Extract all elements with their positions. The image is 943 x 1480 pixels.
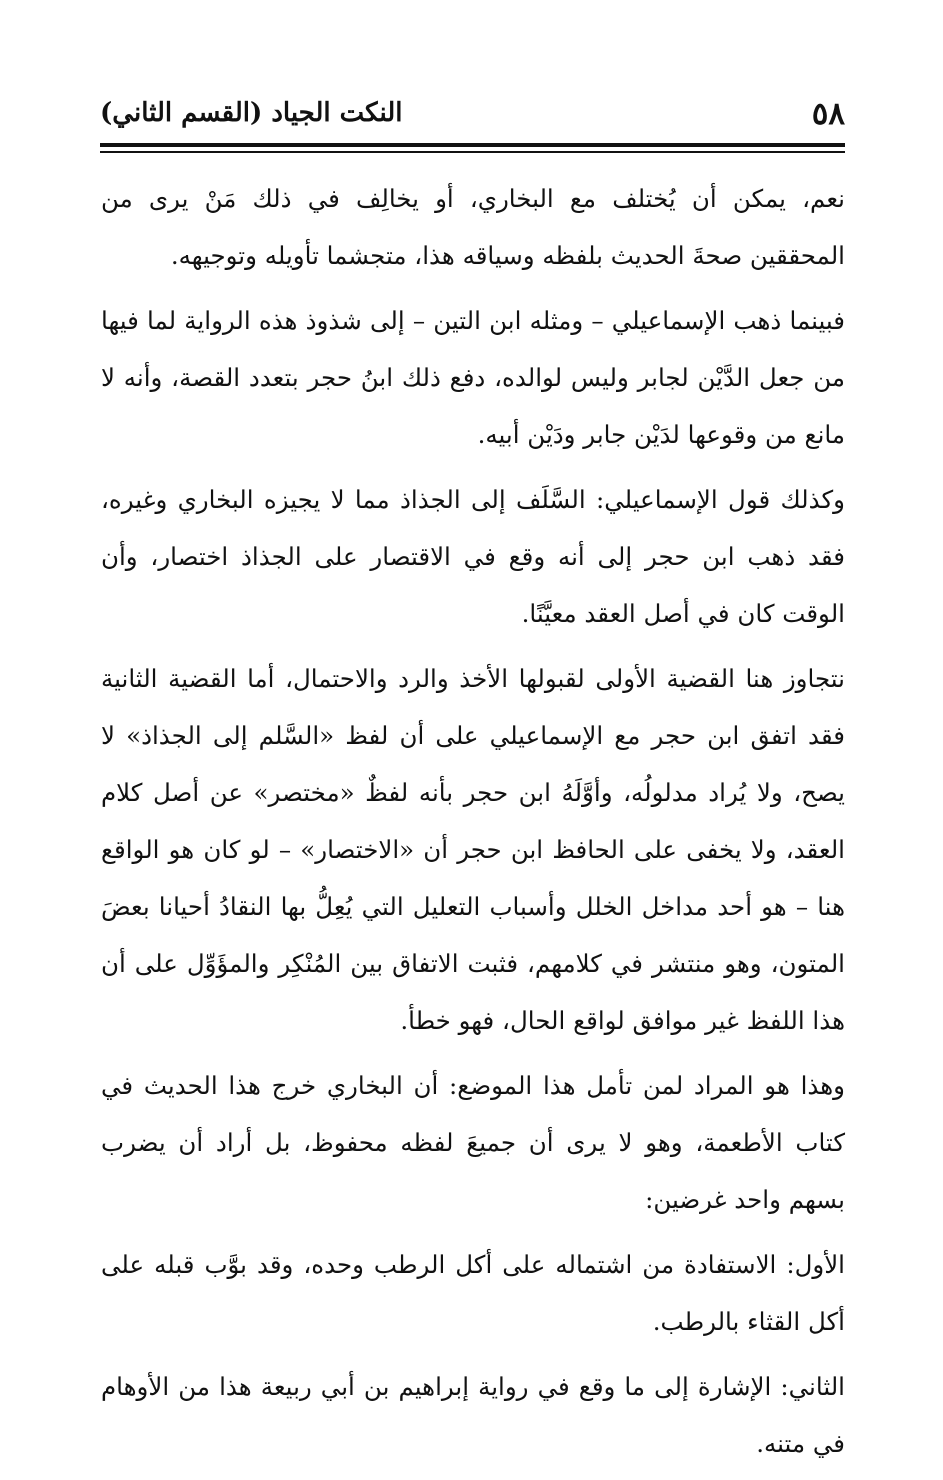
running-title: النكت الجياد (القسم الثاني) <box>100 98 403 128</box>
paragraph-6: الأول: الاستفادة من اشتماله على أكل الرطب وحده، وقد بوَّب قبله على أكل القثاء بالرطب. <box>101 1250 845 1336</box>
page-number: ٥٨ <box>811 96 845 132</box>
paragraph-7: الثاني: الإشارة إلى ما وقع في رواية إبراهيم بن أبي ربيعة هذا من الأوهام في متنه. <box>101 1372 845 1458</box>
paragraph-3: وكذلك قول الإسماعيلي: السَّلَف إلى الجذاذ مما لا يجيزه البخاري وغيره، فقد ذهب ابن حجر إلى أنه وقع في الاقتصار على الجذاذ اختصار، وأن الوقت كان في أصل العقد معيَّنًا. <box>101 485 845 628</box>
paragraph-5: وهذا هو المراد لمن تأمل هذا الموضع: أن البخاري خرج هذا الحديث في كتاب الأطعمة، وهو لا يرى أن جميعَ لفظه محفوظ، بل أراد أن يضرب بسهم واحد غرضين: <box>101 1071 845 1214</box>
page-header <box>100 92 845 140</box>
paragraph-4: نتجاوز هنا القضية الأولى لقبولها الأخذ والرد والاحتمال، أما القضية الثانية فقد اتفق ابن حجر مع الإسماعيلي على أن لفظ «السَّلم إلى الجذاذ» لا يصح، ولا يُراد مدلولُه، وأوَّلَهُ ابن حجر بأنه لفظٌ «مختصر» عن أصل كلام العقد، ولا يخفى على الحافظ ابن حجر أن «الاختصار» – لو كان هو الواقع هنا – هو أحد مداخل الخلل وأسباب التعليل التي يُعِلُّ بها النقادُ أحيانا بعضَ المتون، وهو منتشر في كلامهم، فثبت الاتفاق بين المُنْكِر والمؤَوِّل على أن هذا اللفظ غير موافق لواقع الحال، فهو خطأ. <box>101 664 845 1035</box>
header-rule-thick <box>100 143 845 147</box>
page-body <box>101 170 845 1480</box>
paragraph-1: نعم، يمكن أن يُختلف مع البخاري، أو يخالِف في ذلك مَنْ يرى من المحققين صحةَ الحديث بلفظه وسياقه هذا، متجشما تأويله وتوجيهه. <box>101 184 845 270</box>
paragraph-2: فبينما ذهب الإسماعيلي – ومثله ابن التين – إلى شذوذ هذه الرواية لما فيها من جعل الدَّيْن لجابر وليس لوالده، دفع ذلك ابنُ حجر بتعدد القصة، وأنه لا مانع من وقوعها لدَيْن جابر ودَيْن أبيه. <box>101 306 845 449</box>
header-rule-thin <box>100 151 845 153</box>
